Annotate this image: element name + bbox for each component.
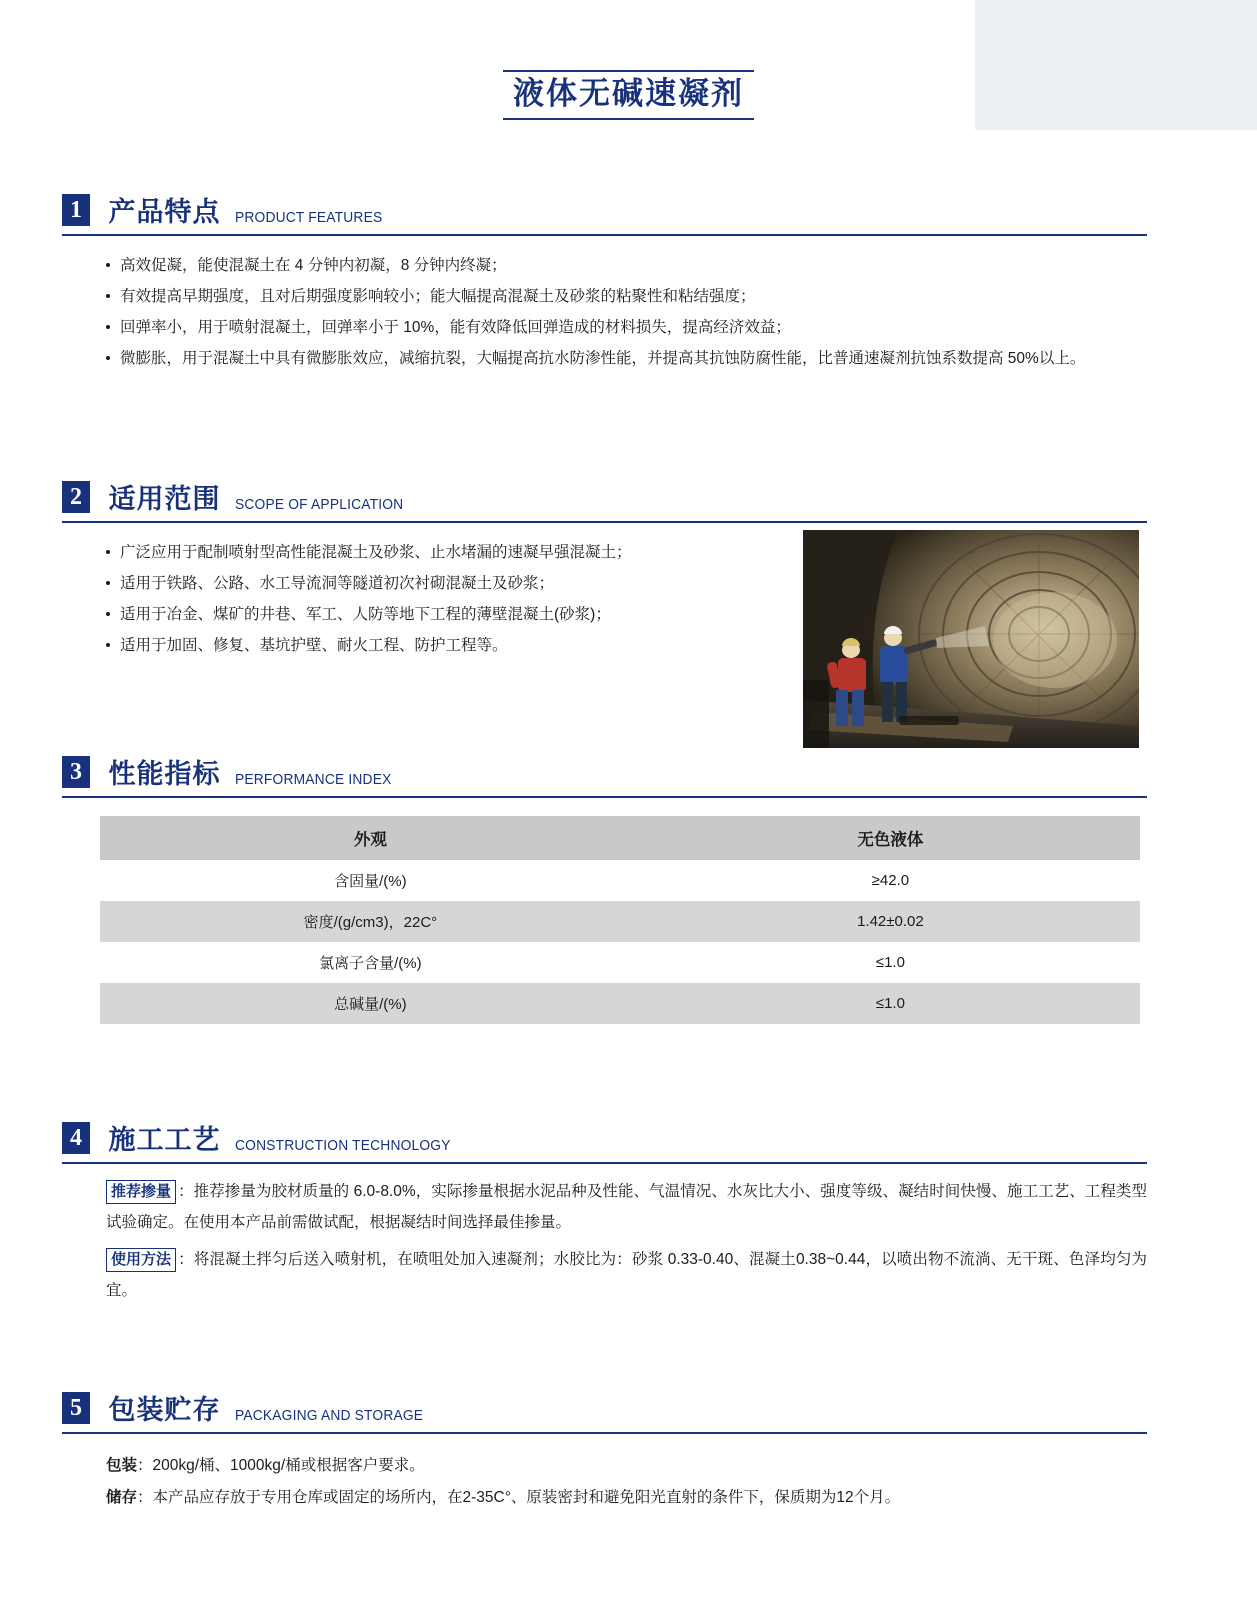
list-item: 微膨胀，用于混凝土中具有微膨胀效应，减缩抗裂，大幅提高抗水防渗性能，并提高其抗蚀防腐性能，比普通速凝剂抗蚀系数提高 50%以上。 [106, 343, 1147, 374]
table-cell-label: 氯离子含量/(%) [100, 942, 641, 983]
performance-index-table [100, 816, 1140, 1024]
method-tag: 使用方法 [106, 1248, 176, 1272]
list-item: 高效促凝，能使混凝土在 4 分钟内初凝，8 分钟内终凝； [106, 250, 1147, 281]
table-cell-value: ≤1.0 [641, 983, 1140, 1024]
section-packaging-and-storage [62, 1388, 1147, 1514]
table-cell-value: 1.42±0.02 [641, 901, 1140, 942]
section-title-en: CONSTRUCTION TECHNOLOGY [234, 1137, 451, 1154]
storage-label: 储存 [106, 1488, 138, 1506]
table-cell-value: ≤1.0 [641, 942, 1140, 983]
table-cell-label: 总碱量/(%) [100, 983, 641, 1024]
method-paragraph [62, 1244, 1147, 1306]
feature-list [62, 250, 1147, 374]
table-row [100, 983, 1140, 1024]
section-title-cn: 施工工艺 [108, 1125, 221, 1155]
scope-list [62, 537, 846, 661]
section-header [62, 752, 1147, 798]
table-cell-label: 密度/(g/cm3)，22C° [100, 901, 641, 942]
packaging-label: 包装 [106, 1457, 138, 1474]
section-title-en: PACKAGING AND STORAGE [234, 1407, 424, 1424]
section-title-cn: 包装贮存 [108, 1395, 221, 1425]
photo-graphic [803, 530, 1139, 748]
section-construction-technology [62, 1118, 1147, 1306]
section-performance-index [62, 752, 1147, 798]
section-number: 3 [62, 756, 90, 788]
table-cell-value: ≥42.0 [641, 860, 1140, 901]
tunnel-shotcrete-photo [803, 530, 1139, 748]
table-header-row [100, 816, 1140, 860]
table-header-cell: 外观 [100, 816, 641, 860]
section-title-en: PERFORMANCE INDEX [234, 771, 392, 788]
table-row [100, 942, 1140, 983]
section-header [62, 1388, 1147, 1434]
packaging-text: ：200kg/桶、1000kg/桶或根据客户要求。 [137, 1457, 425, 1474]
section-divider [62, 521, 1147, 523]
section-product-features [62, 190, 1147, 374]
storage-text: ：本产品应存放于专用仓库或固定的场所内，在2-35C°、原装密封和避免阳光直射的条件下，保质期为12个月。 [137, 1488, 901, 1506]
list-item: 适用于铁路、公路、水工导流洞等隧道初次衬砌混凝土及砂浆； [106, 568, 846, 599]
page-title-wrap [0, 70, 1257, 120]
packaging-line [62, 1450, 1147, 1482]
section-number: 2 [62, 481, 90, 513]
section-title-cn: 适用范围 [108, 484, 221, 514]
section-divider [62, 1432, 1147, 1434]
section-header [62, 190, 1147, 236]
list-item: 有效提高早期强度，且对后期强度影响较小；能大幅提高混凝土及砂浆的粘聚性和粘结强度； [106, 281, 1147, 312]
storage-line [62, 1482, 1147, 1514]
section-title-cn: 性能指标 [108, 759, 221, 789]
section-title-en: PRODUCT FEATURES [234, 209, 383, 226]
section-divider [62, 1162, 1147, 1164]
page-title: 液体无碱速凝剂 [503, 70, 754, 120]
method-text: ：将混凝土拌匀后送入喷射机，在喷咀处加入速凝剂；水胶比为：砂浆 0.33-0.40、混凝土0.38~0.44，以喷出物不流淌、无干斑、色泽均匀为宜。 [106, 1251, 1147, 1299]
list-item: 广泛应用于配制喷射型高性能混凝土及砂浆、止水堵漏的速凝早强混凝土； [106, 537, 846, 568]
list-item: 适用于冶金、煤矿的井巷、军工、人防等地下工程的薄壁混凝土(砂浆)； [106, 599, 846, 630]
table-row [100, 901, 1140, 942]
section-title-cn: 产品特点 [108, 197, 221, 227]
section-header [62, 477, 1147, 523]
section-header [62, 1118, 1147, 1164]
dosage-tag: 推荐掺量 [106, 1180, 176, 1204]
table-header-cell: 无色液体 [641, 816, 1140, 860]
section-number: 1 [62, 194, 90, 226]
section-number: 5 [62, 1392, 90, 1424]
table-row [100, 860, 1140, 901]
section-divider [62, 796, 1147, 798]
table-cell-label: 含固量/(%) [100, 860, 641, 901]
dosage-text: ：推荐掺量为胶材质量的 6.0-8.0%，实际掺量根据水泥品种及性能、气温情况、水灰比大小、强度等级、凝结时间快慢、施工工艺、工程类型试验确定。在使用本产品前需做试配，根据凝结时间选择最佳掺量。 [106, 1183, 1147, 1231]
section-title-en: SCOPE OF APPLICATION [234, 496, 404, 513]
list-item: 适用于加固、修复、基坑护壁、耐火工程、防护工程等。 [106, 630, 846, 661]
section-number: 4 [62, 1122, 90, 1154]
section-divider [62, 234, 1147, 236]
list-item: 回弹率小，用于喷射混凝土，回弹率小于 10%，能有效降低回弹造成的材料损失，提高经济效益； [106, 312, 1147, 343]
dosage-paragraph [62, 1176, 1147, 1238]
